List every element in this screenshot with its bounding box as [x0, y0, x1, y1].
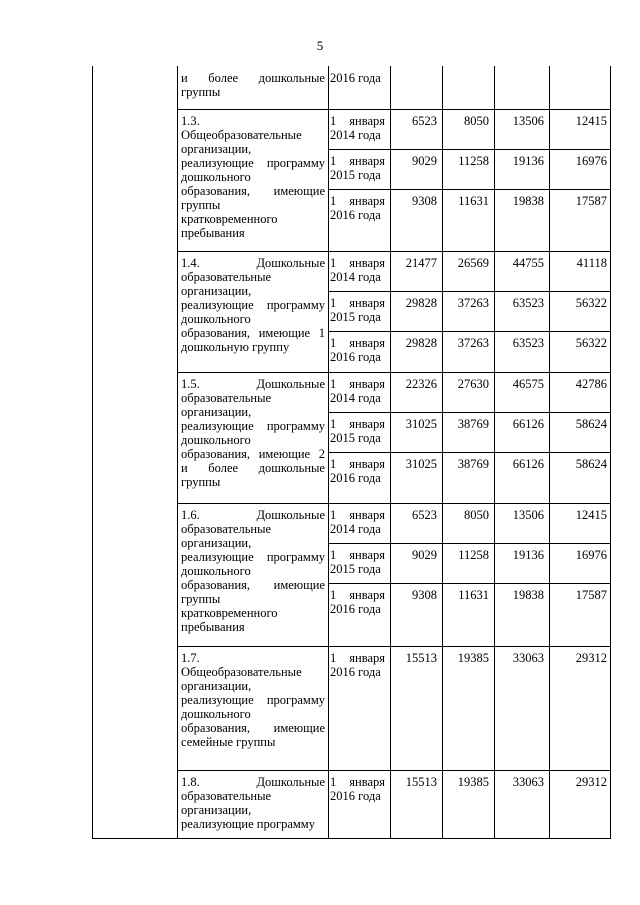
description-line: организации, — [181, 142, 252, 156]
value-col-1: 9029 — [412, 154, 437, 168]
page-number: 5 — [316, 38, 324, 53]
value-col-1: 9308 — [412, 194, 437, 208]
value-col-4: 12415 — [575, 508, 607, 522]
subrow-divider — [328, 189, 611, 190]
row-divider — [177, 503, 611, 504]
description-line: 1.8. Дошкольные — [181, 775, 325, 789]
row-divider — [177, 109, 611, 110]
description-line: группы — [181, 592, 221, 606]
value-col-1: 29828 — [405, 336, 437, 350]
date-day: 1 января — [330, 296, 385, 310]
description-line: дошкольную группу — [181, 340, 290, 354]
description-line: реализующие программу — [181, 419, 325, 433]
value-col-1: 9029 — [412, 548, 437, 562]
date-year: 2015 года — [330, 431, 381, 445]
row-description — [181, 651, 325, 749]
value-col-3: 13506 — [512, 114, 544, 128]
value-col-1: 6523 — [412, 114, 437, 128]
value-col-4: 16976 — [575, 154, 607, 168]
description-line: кратковременного — [181, 606, 278, 620]
date-day: 1 января — [330, 548, 385, 562]
date-day: 1 января — [330, 651, 385, 665]
description-line: образовательные — [181, 270, 272, 284]
description-line: реализующие программу — [181, 156, 325, 170]
value-col-2: 38769 — [457, 417, 489, 431]
value-col-1: 31025 — [405, 457, 437, 471]
value-col-3: 19136 — [512, 154, 544, 168]
date-day: 1 января — [330, 457, 385, 471]
value-col-2: 11258 — [458, 548, 489, 562]
value-col-3: 33063 — [512, 775, 544, 789]
entry-date — [330, 194, 385, 222]
value-col-2: 27630 — [457, 377, 489, 391]
row-divider — [177, 251, 611, 252]
date-year: 2016 года — [330, 602, 381, 616]
value-col-3: 46575 — [512, 377, 544, 391]
value-col-1: 22326 — [405, 377, 437, 391]
description-line: образования, имеющие 1 — [181, 326, 325, 340]
date-year: 2016 года — [330, 471, 381, 485]
value-col-4: 56322 — [575, 296, 607, 310]
date-day: 1 января — [330, 114, 385, 128]
description-line: реализующие программу — [181, 817, 315, 831]
description-line: 1.5. Дошкольные — [181, 377, 325, 391]
entry-date — [330, 548, 385, 576]
date-year: 2016 года — [330, 789, 381, 803]
description-line: образовательные — [181, 522, 272, 536]
value-col-3: 33063 — [512, 651, 544, 665]
value-col-3: 63523 — [512, 336, 544, 350]
description-line: образовательные — [181, 391, 272, 405]
date-year: 2016 года — [330, 208, 381, 222]
date-year: 2015 года — [330, 168, 381, 182]
description-line: образовательные — [181, 789, 272, 803]
description-line: 1.3. — [181, 114, 200, 128]
value-col-3: 19838 — [512, 194, 544, 208]
value-col-4: 29312 — [575, 651, 607, 665]
entry-date — [330, 588, 385, 616]
value-col-4: 16976 — [575, 548, 607, 562]
row-divider — [177, 646, 611, 647]
entry-date — [330, 377, 385, 405]
date-year: 2016 года — [330, 350, 381, 364]
date-year: 2014 года — [330, 391, 381, 405]
date-year: 2015 года — [330, 562, 381, 576]
table-border-bottom — [92, 838, 611, 839]
value-col-2: 38769 — [457, 457, 489, 471]
row-description — [181, 775, 325, 831]
date-year: 2014 года — [330, 270, 381, 284]
entry-date — [330, 256, 385, 284]
description-line: группы — [181, 198, 221, 212]
description-line: реализующие программу — [181, 550, 325, 564]
value-col-1: 9308 — [412, 588, 437, 602]
description-line: реализующие программу — [181, 693, 325, 707]
date-day: 1 января — [330, 775, 385, 789]
table-border-left — [92, 66, 93, 839]
row-divider — [177, 770, 611, 771]
description-line: дошкольного — [181, 707, 251, 721]
description-line: группы — [181, 475, 221, 489]
subrow-divider — [328, 452, 611, 453]
value-col-2: 19385 — [457, 651, 489, 665]
date-year: 2014 года — [330, 522, 381, 536]
date-day: 1 января — [330, 508, 385, 522]
value-col-2: 11631 — [458, 194, 489, 208]
entry-date — [330, 775, 385, 803]
description-line: дошкольного — [181, 312, 251, 326]
date-day: 1 января — [330, 588, 385, 602]
description-line: семейные группы — [181, 735, 276, 749]
value-col-2: 26569 — [457, 256, 489, 270]
description-line: образования, имеющие — [181, 578, 325, 592]
description-line: образования, имеющие — [181, 184, 325, 198]
date-day: 1 января — [330, 154, 385, 168]
description-line: организации, — [181, 803, 252, 817]
entry-date — [330, 154, 385, 182]
value-col-4: 17587 — [575, 194, 607, 208]
subrow-divider — [328, 412, 611, 413]
date-year: 2014 года — [330, 128, 381, 142]
description-line: Общеобразовательные — [181, 665, 302, 679]
entry-date — [330, 336, 385, 364]
subrow-divider — [328, 543, 611, 544]
value-col-2: 37263 — [457, 336, 489, 350]
entry-date — [330, 114, 385, 142]
description-line: 1.7. — [181, 651, 200, 665]
value-col-1: 15513 — [405, 651, 437, 665]
date-day: 1 января — [330, 336, 385, 350]
fragment-date: 2016 года — [330, 71, 381, 85]
date-day: 1 января — [330, 377, 385, 391]
description-line: и более дошкольные — [181, 461, 325, 475]
value-col-4: 42786 — [575, 377, 607, 391]
entry-date — [330, 651, 385, 679]
row-divider — [177, 372, 611, 373]
description-line: организации, — [181, 536, 252, 550]
subrow-divider — [328, 149, 611, 150]
description-line: реализующие программу — [181, 298, 325, 312]
entry-date — [330, 457, 385, 485]
value-col-3: 63523 — [512, 296, 544, 310]
value-col-3: 13506 — [512, 508, 544, 522]
value-col-3: 66126 — [512, 457, 544, 471]
value-col-3: 19136 — [512, 548, 544, 562]
description-line: дошкольного — [181, 564, 251, 578]
description-line: организации, — [181, 284, 252, 298]
value-col-2: 11631 — [458, 588, 489, 602]
value-col-3: 44755 — [512, 256, 544, 270]
description-line: дошкольного — [181, 170, 251, 184]
date-day: 1 января — [330, 256, 385, 270]
subrow-divider — [328, 331, 611, 332]
value-col-4: 58624 — [575, 457, 607, 471]
value-col-2: 11258 — [458, 154, 489, 168]
value-col-1: 6523 — [412, 508, 437, 522]
fragment-description: и более дошкольные группы — [181, 71, 325, 99]
date-year: 2015 года — [330, 310, 381, 324]
value-col-2: 8050 — [464, 114, 489, 128]
value-col-2: 37263 — [457, 296, 489, 310]
value-col-4: 29312 — [575, 775, 607, 789]
description-line: Общеобразовательные — [181, 128, 302, 142]
row-description — [181, 114, 325, 240]
row-description — [181, 377, 325, 489]
description-line: образования, имеющие 2 — [181, 447, 325, 461]
row-description — [181, 256, 325, 354]
column-divider — [177, 66, 178, 839]
value-col-1: 29828 — [405, 296, 437, 310]
date-day: 1 января — [330, 194, 385, 208]
value-col-1: 21477 — [405, 256, 437, 270]
description-line: дошкольного — [181, 433, 251, 447]
date-day: 1 января — [330, 417, 385, 431]
value-col-4: 17587 — [575, 588, 607, 602]
description-line: кратковременного — [181, 212, 278, 226]
description-line: образования, имеющие — [181, 721, 325, 735]
date-year: 2016 года — [330, 665, 381, 679]
value-col-4: 41118 — [576, 256, 607, 270]
row-description — [181, 508, 325, 634]
description-line: пребывания — [181, 620, 245, 634]
subrow-divider — [328, 583, 611, 584]
value-col-3: 19838 — [512, 588, 544, 602]
entry-date — [330, 417, 385, 445]
value-col-1: 15513 — [405, 775, 437, 789]
description-line: пребывания — [181, 226, 245, 240]
value-col-4: 58624 — [575, 417, 607, 431]
value-col-2: 8050 — [464, 508, 489, 522]
value-col-3: 66126 — [512, 417, 544, 431]
value-col-4: 12415 — [575, 114, 607, 128]
description-line: организации, — [181, 679, 252, 693]
value-col-1: 31025 — [405, 417, 437, 431]
description-line: организации, — [181, 405, 252, 419]
data-table — [92, 66, 611, 839]
value-col-4: 56322 — [575, 336, 607, 350]
subrow-divider — [328, 291, 611, 292]
value-col-2: 19385 — [457, 775, 489, 789]
description-line: 1.6. Дошкольные — [181, 508, 325, 522]
entry-date — [330, 508, 385, 536]
entry-date — [330, 296, 385, 324]
description-line: 1.4. Дошкольные — [181, 256, 325, 270]
